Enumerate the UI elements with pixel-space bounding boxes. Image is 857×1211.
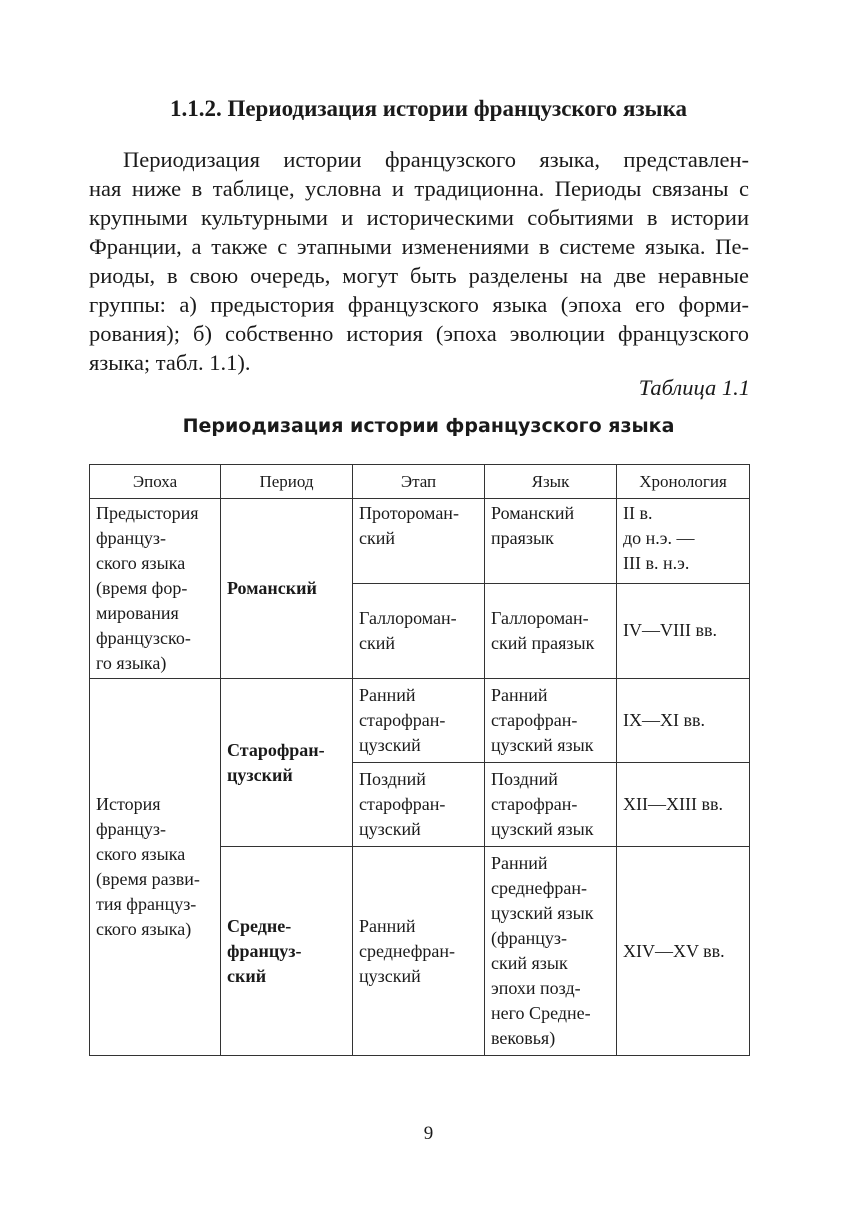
paragraph-line: ная ниже в таблице, условна и традиционна. Периоды связаны с: [89, 176, 749, 201]
period-cell-old-french: Старофран- цузский: [221, 679, 353, 847]
stage-cell: Галлороман- ский: [353, 583, 485, 678]
table-title: Периодизация истории французского языка: [182, 415, 675, 437]
chronology-cell: IV—VIII вв.: [617, 583, 750, 678]
language-cell: Поздний старофран- цузский язык: [485, 763, 617, 847]
epoch-cell-prehistory: Предыстория француз- ского языка (время фор- мирования французско- го языка): [90, 499, 221, 679]
stage-cell: Поздний старофран- цузский: [353, 763, 485, 847]
section-heading: 1.1.2. Периодизация истории французского языка: [169, 96, 688, 121]
intro-paragraph: [89, 145, 749, 377]
epoch-cell-history: История француз- ского языка (время разви- тия француз- ского языка): [90, 679, 221, 1056]
header-chronology: Хронология: [617, 465, 750, 499]
header-language: Язык: [485, 465, 617, 499]
table-row: [90, 499, 750, 584]
stage-cell: Протороман- ский: [353, 499, 485, 584]
paragraph-line: Франции, а также с этапными изменениями в системе языка. Пе-: [89, 234, 749, 259]
paragraph-line: рования); б) собственно история (эпоха эволюции французского: [89, 321, 749, 346]
chronology-cell: XII—XIII вв.: [617, 763, 750, 847]
paragraph-line: риоды, в свою очередь, могут быть разделены на две неравные: [89, 263, 749, 288]
period-cell-middle-french: Средне- француз- ский: [221, 847, 353, 1056]
page-number: 9: [423, 1123, 434, 1144]
language-cell: Ранний среднефран- цузский язык (француз- ский язык эпохи позд- него Средне- вековья): [485, 847, 617, 1056]
header-stage: Этап: [353, 465, 485, 499]
paragraph-line: Периодизация истории французского языка, представлен-: [123, 147, 749, 172]
period-cell-romance: Романский: [221, 499, 353, 679]
stage-cell: Ранний среднефран- цузский: [353, 847, 485, 1056]
header-epoch: Эпоха: [90, 465, 221, 499]
chronology-cell: II в. до н.э. — III в. н.э.: [617, 499, 750, 584]
paragraph-line: языка; табл. 1.1).: [89, 350, 251, 375]
language-cell: Галлороман- ский праязык: [485, 583, 617, 678]
table-header-row: [90, 465, 750, 499]
chronology-cell: XIV—XV вв.: [617, 847, 750, 1056]
language-cell: Романский праязык: [485, 499, 617, 584]
language-cell: Ранний старофран- цузский язык: [485, 679, 617, 763]
periodization-table: [89, 464, 750, 1056]
stage-cell: Ранний старофран- цузский: [353, 679, 485, 763]
header-period: Период: [221, 465, 353, 499]
paragraph-line: группы: а) предыстория французского языка (эпоха его форми-: [89, 292, 749, 317]
table-label: Таблица 1.1: [638, 375, 750, 400]
chronology-cell: IX—XI вв.: [617, 679, 750, 763]
paragraph-line: крупными культурными и историческими событиями в истории: [89, 205, 749, 230]
table-row: [90, 679, 750, 763]
